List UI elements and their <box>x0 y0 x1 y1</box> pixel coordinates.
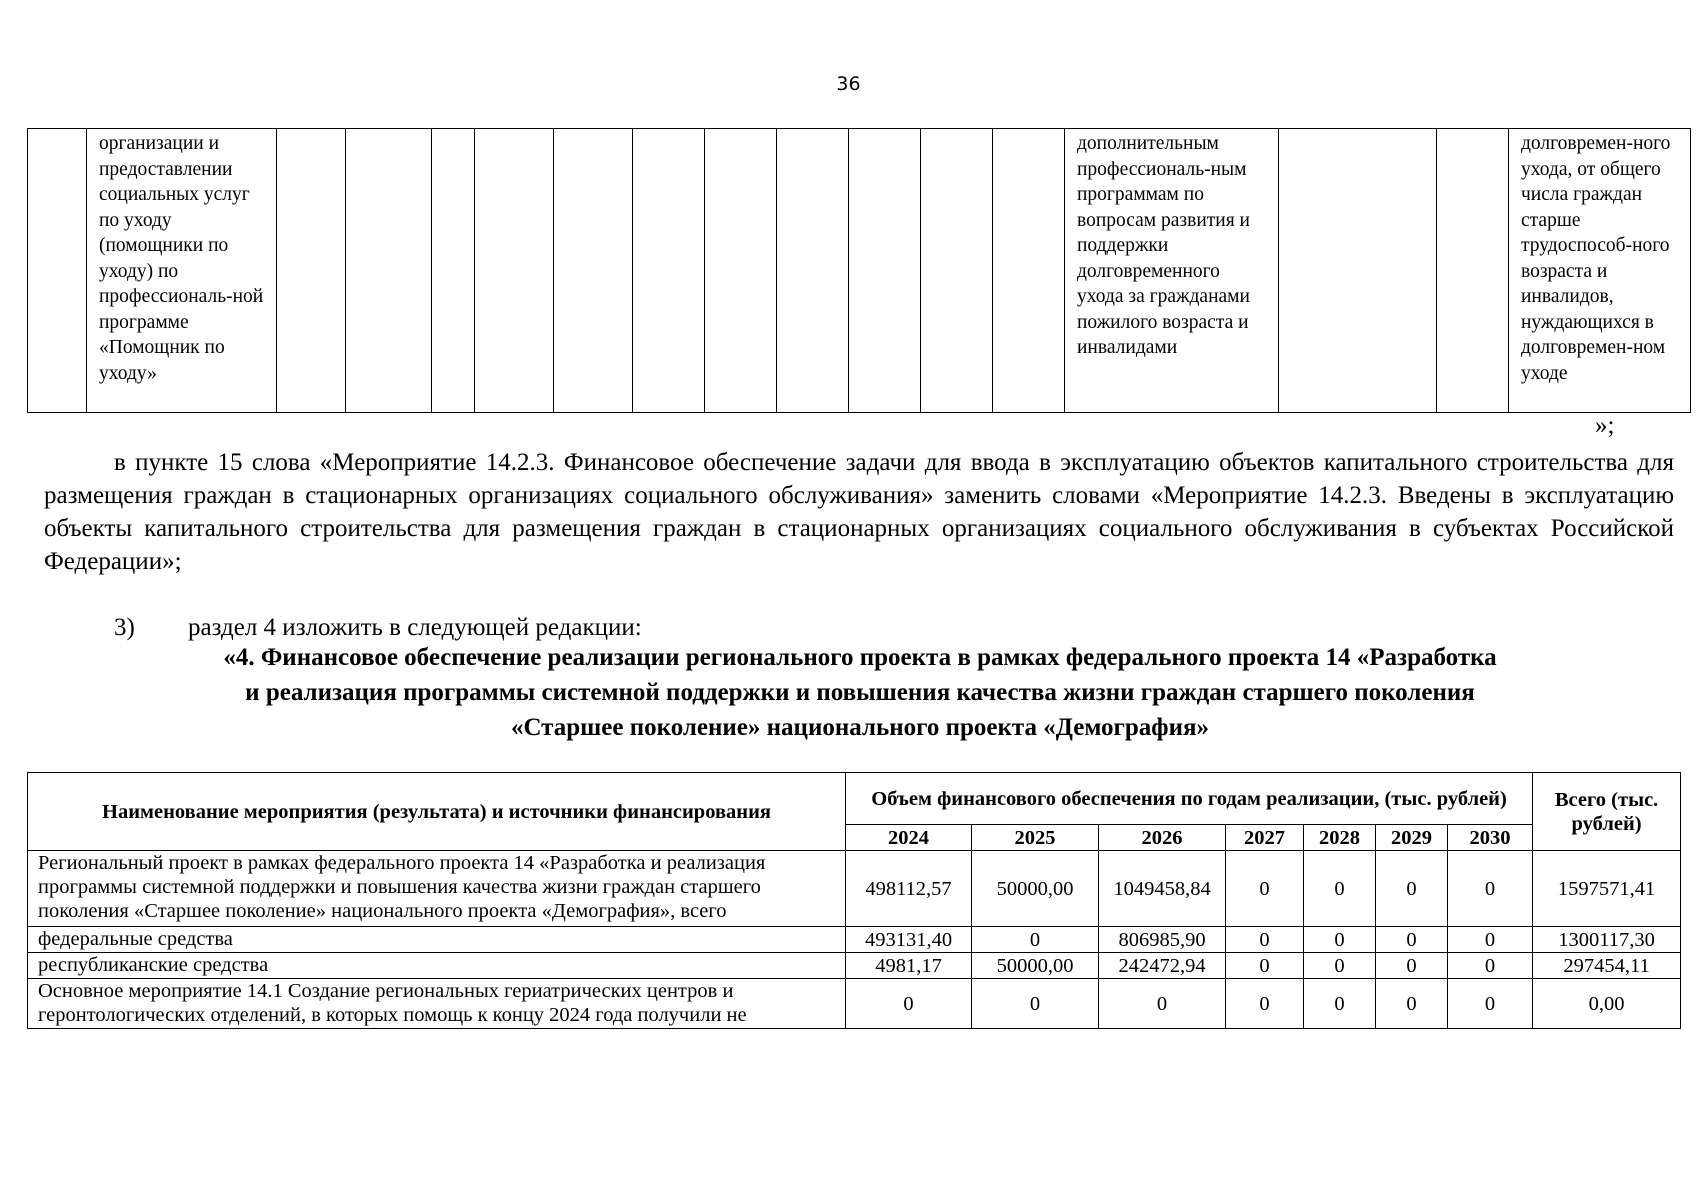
cell-value: 242472,94 <box>1099 953 1226 979</box>
cell-value: 4981,17 <box>846 953 972 979</box>
cell-value: 806985,90 <box>1099 927 1226 953</box>
table-cell <box>705 129 777 413</box>
cell-value: 0 <box>1226 851 1304 927</box>
cell-value: 498112,57 <box>846 851 972 927</box>
section-heading <box>80 640 1640 745</box>
cell-total: 1300117,30 <box>1533 927 1681 953</box>
year-header: 2028 <box>1304 825 1376 851</box>
closing-quote: »; <box>1595 412 1615 439</box>
cell-value: 0 <box>1376 979 1448 1029</box>
table-row <box>28 129 1691 413</box>
row-label: Региональный проект в рамках федерального проекта 14 «Разработка и реализация программы системной поддержки и повышения качества жизни граждан старшего поколения «Старшее поколение» национального проекта «Демография», всего <box>28 851 846 927</box>
header-name: Наименование мероприятия (результата) и источники финансирования <box>28 773 846 851</box>
cell-value: 0 <box>1448 851 1533 927</box>
cell-value: 50000,00 <box>972 851 1099 927</box>
table-header-row <box>28 773 1681 825</box>
heading-line: «Старшее поколение» национального проекта «Демография» <box>510 714 1210 741</box>
cell-value: 0 <box>1304 979 1376 1029</box>
finance-table <box>27 772 1681 1029</box>
table-cell <box>993 129 1065 413</box>
cell-value: 0 <box>1448 927 1533 953</box>
cell-value: 0 <box>1376 851 1448 927</box>
table-row <box>28 927 1681 953</box>
cell-value: 0 <box>1226 979 1304 1029</box>
table-cell <box>921 129 993 413</box>
table-cell <box>277 129 346 413</box>
continued-table <box>27 128 1691 413</box>
cell-value: 0 <box>846 979 972 1029</box>
heading-line: «4. Финансовое обеспечение реализации регионального проекта в рамках федерального проекта 14 «Разработка <box>223 644 1497 671</box>
row-label: Основное мероприятие 14.1 Создание региональных гериатрических центров и геронтологических отделений, в которых помощь к концу 2024 года получили не <box>38 980 747 1026</box>
year-header: 2025 <box>972 825 1099 851</box>
table-cell <box>432 129 475 413</box>
cell-total: 0,00 <box>1533 979 1681 1029</box>
year-header: 2026 <box>1099 825 1226 851</box>
cell-total: 297454,11 <box>1533 953 1681 979</box>
cell-value: 0 <box>1226 953 1304 979</box>
table-cell-event-name: организации и предоставлении социальных услуг по уходу (помощники по уходу) по профессиональ-ной программе «Помощник по уходу» <box>87 129 277 413</box>
cell-value: 0 <box>1226 927 1304 953</box>
cell-value: 0 <box>1448 953 1533 979</box>
page-number: 36 <box>836 73 861 95</box>
table-cell <box>475 129 554 413</box>
row-label: республиканские средства <box>28 953 846 979</box>
cell-value: 1049458,84 <box>1099 851 1226 927</box>
cell-value: 0 <box>1376 953 1448 979</box>
cell-value: 493131,40 <box>846 927 972 953</box>
table-cell <box>28 129 87 413</box>
row-label-wrapper <box>28 979 846 1029</box>
table-cell <box>1279 129 1437 413</box>
cell-value: 0 <box>972 979 1099 1029</box>
cell-value: 0 <box>972 927 1099 953</box>
table-cell <box>849 129 921 413</box>
year-header: 2029 <box>1376 825 1448 851</box>
table-cell <box>554 129 633 413</box>
table-cell-programs: дополнительным профессиональ-ным программам по вопросам развития и поддержки долговременного ухода за гражданами пожилого возраста и инвалидами <box>1065 129 1279 413</box>
year-header: 2027 <box>1226 825 1304 851</box>
table-cell <box>633 129 705 413</box>
header-total: Всего (тыс. рублей) <box>1533 773 1681 851</box>
table-row <box>28 953 1681 979</box>
table-cell <box>346 129 432 413</box>
cell-value: 0 <box>1304 927 1376 953</box>
cell-value: 0 <box>1099 979 1226 1029</box>
heading-line: и реализация программы системной поддержки и повышения качества жизни граждан старшего поколения <box>245 679 1475 706</box>
cell-total: 1597571,41 <box>1533 851 1681 927</box>
cell-value: 50000,00 <box>972 953 1099 979</box>
amendment-paragraph: в пункте 15 слова «Мероприятие 14.2.3. Финансовое обеспечение задачи для ввода в эксплуатацию объектов капитального строительства для размещения граждан в стационарных организациях социального обслуживания» заменить словами «Мероприятие 14.2.3. Введены в эксплуатацию объекты капитального строительства для размещения граждан в стационарных организациях социального обслуживания в субъектах Российской Федерации»; <box>44 449 1674 575</box>
cell-value: 0 <box>1304 953 1376 979</box>
table-cell-long-term-care: долговремен-ного ухода, от общего числа граждан старше трудоспособ-ного возраста и инвалидов, нуждающихся в долговремен-ном уходе <box>1509 129 1691 413</box>
cell-value: 0 <box>1376 927 1448 953</box>
header-volume: Объем финансового обеспечения по годам реализации, (тыс. рублей) <box>846 773 1533 825</box>
table-row <box>28 851 1681 927</box>
table-row <box>28 979 1681 1029</box>
item-number: 3) <box>114 614 135 641</box>
row-label: федеральные средства <box>28 927 846 953</box>
table-cell <box>1437 129 1509 413</box>
year-header: 2024 <box>846 825 972 851</box>
cell-value: 0 <box>1304 851 1376 927</box>
item-text: раздел 4 изложить в следующей редакции: <box>188 614 642 641</box>
year-header: 2030 <box>1448 825 1533 851</box>
table-cell <box>777 129 849 413</box>
cell-value: 0 <box>1448 979 1533 1029</box>
